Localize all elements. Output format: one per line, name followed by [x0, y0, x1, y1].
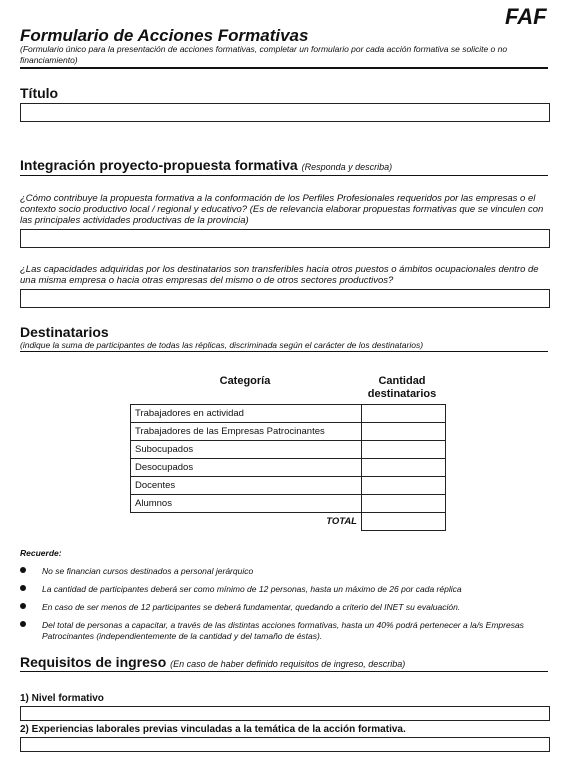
row-label: Desocupados	[131, 459, 362, 477]
table-row	[131, 459, 446, 477]
total-row	[131, 513, 446, 531]
row-value-field[interactable]	[362, 459, 446, 477]
list-item	[20, 602, 550, 613]
row-value-field[interactable]	[362, 441, 446, 459]
list-item-text: Del total de personas a capacitar, a través de las distintas acciones formativas, hasta un 40% podrá pertenecer a la/s Empresas Patrocinantes (independientemente de la cantidad y del tamaño de éstas).	[42, 620, 524, 641]
destinatarios-divider	[20, 351, 548, 352]
table-row	[131, 405, 446, 423]
question-transferibles: ¿Las capacidades adquiridas por los destinatarios son transferibles hacia otros puestos o ámbitos ocupacionales dentro de una misma empresa o hacia otras empresas del mismo o de otros sectores productivos?	[20, 264, 539, 286]
row-value-field[interactable]	[362, 477, 446, 495]
row-value-field[interactable]	[362, 423, 446, 441]
nivel-formativo-field[interactable]	[20, 706, 550, 721]
requisitos-divider	[20, 671, 548, 672]
col-cantidad: Cantidad destinatarios	[367, 375, 437, 400]
titulo-heading: Título	[20, 85, 59, 101]
question-perfiles: ¿Cómo contribuye la propuesta formativa a la conformación de los Perfiles Profesionales requeridos por las empresas o el contexto socio productivo local / regional y educativo? (Es de relevancia elaborar propuestas formativas que se vinculen con las principales actividades productivas de la provincia)	[20, 193, 544, 226]
row-value-field[interactable]	[362, 495, 446, 513]
integracion-note: (Responda y describa)	[301, 162, 393, 172]
total-value-field[interactable]	[362, 513, 446, 531]
recuerde-label: Recuerde:	[20, 548, 62, 558]
list-item	[20, 620, 550, 642]
nivel-formativo-label: 1) Nivel formativo	[20, 693, 104, 704]
experiencias-label: 2) Experiencias laborales previas vinculadas a la temática de la acción formativa.	[20, 724, 406, 735]
list-item	[20, 566, 550, 577]
row-label: Trabajadores de las Empresas Patrocinantes	[131, 423, 362, 441]
titulo-field[interactable]	[20, 103, 550, 122]
row-label: Alumnos	[131, 495, 362, 513]
requisitos-heading	[20, 654, 405, 670]
destinatarios-note: (indique la suma de participantes de todas las réplicas, discriminada según el carácter de los destinatarios)	[20, 340, 424, 350]
list-item-text: En caso de ser menos de 12 participantes se deberá fundamentar, quedando a criterio del INET su evaluación.	[42, 602, 461, 612]
destinatarios-heading: Destinatarios	[20, 324, 109, 340]
header-divider	[20, 67, 548, 69]
integracion-heading-text: Integración proyecto-propuesta formativa	[20, 157, 298, 173]
bullet-icon	[20, 621, 26, 627]
table-row	[131, 441, 446, 459]
col-categoria: Categoría	[219, 375, 271, 387]
row-label: Subocupados	[131, 441, 362, 459]
form-code: FAF	[505, 4, 547, 29]
integracion-heading	[20, 157, 392, 173]
table-row	[131, 477, 446, 495]
list-item-text: La cantidad de participantes deberá ser como mínimo de 12 personas, hasta un máximo de 26 por cada réplica	[42, 584, 462, 594]
total-label: TOTAL	[326, 516, 357, 528]
requisitos-heading-text: Requisitos de ingreso	[20, 654, 167, 670]
table-row	[131, 495, 446, 513]
form-title: Formulario de Acciones Formativas	[20, 26, 309, 45]
requisitos-note: (En caso de haber definido requisitos de ingreso, describa)	[170, 659, 406, 669]
row-label: Docentes	[131, 477, 362, 495]
list-item	[20, 584, 550, 595]
answer-perfiles-field[interactable]	[20, 229, 550, 248]
bullet-icon	[20, 603, 26, 609]
destinatarios-table	[130, 404, 446, 531]
bullet-icon	[20, 585, 26, 591]
table-row	[131, 423, 446, 441]
row-label: Trabajadores en actividad	[131, 405, 362, 423]
answer-transferibles-field[interactable]	[20, 289, 550, 308]
form-subtitle: (Formulario único para la presentación de acciones formativas, completar un formulario por cada acción formativa se solicite o no financiamiento)	[20, 44, 508, 65]
row-value-field[interactable]	[362, 405, 446, 423]
integracion-divider	[20, 175, 548, 176]
list-item-text: No se financian cursos destinados a personal jerárquico	[42, 566, 254, 576]
experiencias-field[interactable]	[20, 737, 550, 752]
bullet-icon	[20, 567, 26, 573]
